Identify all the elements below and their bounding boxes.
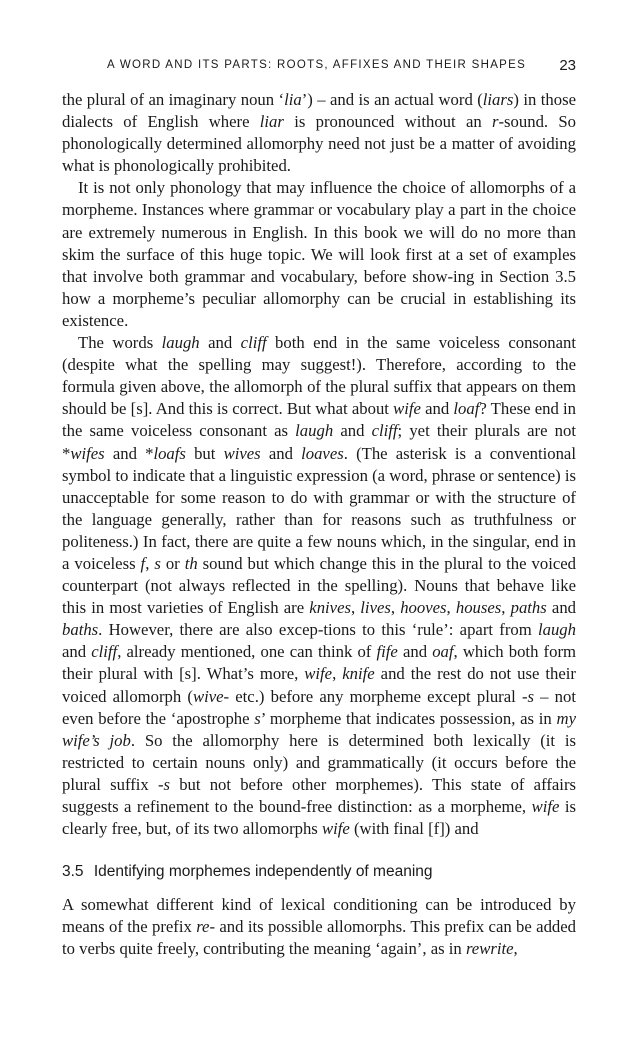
paragraph-4: A somewhat different kind of lexical conditioning can be introduced by means of the prefix re- and its possible allomorphs. This prefix can be added to verbs quite freely, contributing the meaning ‘again’, as in rewrite, xyxy=(62,895,577,959)
section-number: 3.5 xyxy=(62,863,84,881)
page-header xyxy=(62,57,576,79)
section-title: Identifying morphemes independently of meaning xyxy=(93,863,433,881)
page-body xyxy=(62,89,576,960)
paragraph-1: the plural of an imaginary noun ‘lia’) – and is an actual word (liars) in those dialects of English where liar is pronounced without an r-sound. So phonologically determined allomorphy need not just be a matter of avoiding what is phonologically prohibited. xyxy=(62,90,577,176)
section-heading xyxy=(62,862,576,882)
page-number: 23 xyxy=(559,57,576,74)
running-head: A WORD AND ITS PARTS: ROOTS, AFFIXES AND THEIR SHAPES xyxy=(107,59,527,71)
paragraph-2: It is not only phonology that may influence the choice of allomorphs of a morpheme. Instances where grammar or vocabulary play a part in the choice are extremely numerous in English. In this book we will do no more than skim the surface of this huge topic. We will look first at a set of examples that involve both grammar and vocabulary, before show-ing in Section 3.5 how a morpheme’s peculiar allomorphy can be crucial in establishing its existence. xyxy=(62,178,576,330)
paragraph-3: The words laugh and cliff both end in the same voiceless consonant (despite what the spelling may suggest!). Therefore, according to the formula given above, the allomorph of the plural suffix that appears on them should be [s]. And this is correct. But what about wife and loaf? These end in the same voiceless consonant as laugh and cliff; yet their plurals are not *wifes and *loafs but wives and loaves. (The asterisk is a conventional symbol to indicate that a linguistic expression (a word, phrase or sentence) is unacceptable for some reason to do with grammar or with the structure of the language generally, rather than for reasons such as truthfulness or politeness.) In fact, there are quite a few nouns which, in the singular, end in a voiceless f, s or th sound but which change this in the plural to the voiced counterpart (not always reflected in the spelling). Nouns that behave like this in most varieties of English are knives, lives, hooves, houses, paths and baths. However, there are also excep-tions to this ‘rule’: apart from laugh and cliff, already mentioned, one can think of fife and oaf, which both form their plural with [s]. What’s more, wife, knife and the rest do not use their voiced allomorph (wive- etc.) before any morpheme except plural -s – not even before the ‘apostrophe s’ morpheme that indicates possession, as in my wife’s job. So the allomorphy here is determined both lexically (it is restricted to certain nouns only) and grammatically (it occurs before the plural suffix -s but not before other morphemes). This state of affairs suggests a refinement to the bound-free distinction: as a morpheme, wife is clearly free, but, of its two allomorphs wife (with final [f]) and xyxy=(62,333,577,839)
